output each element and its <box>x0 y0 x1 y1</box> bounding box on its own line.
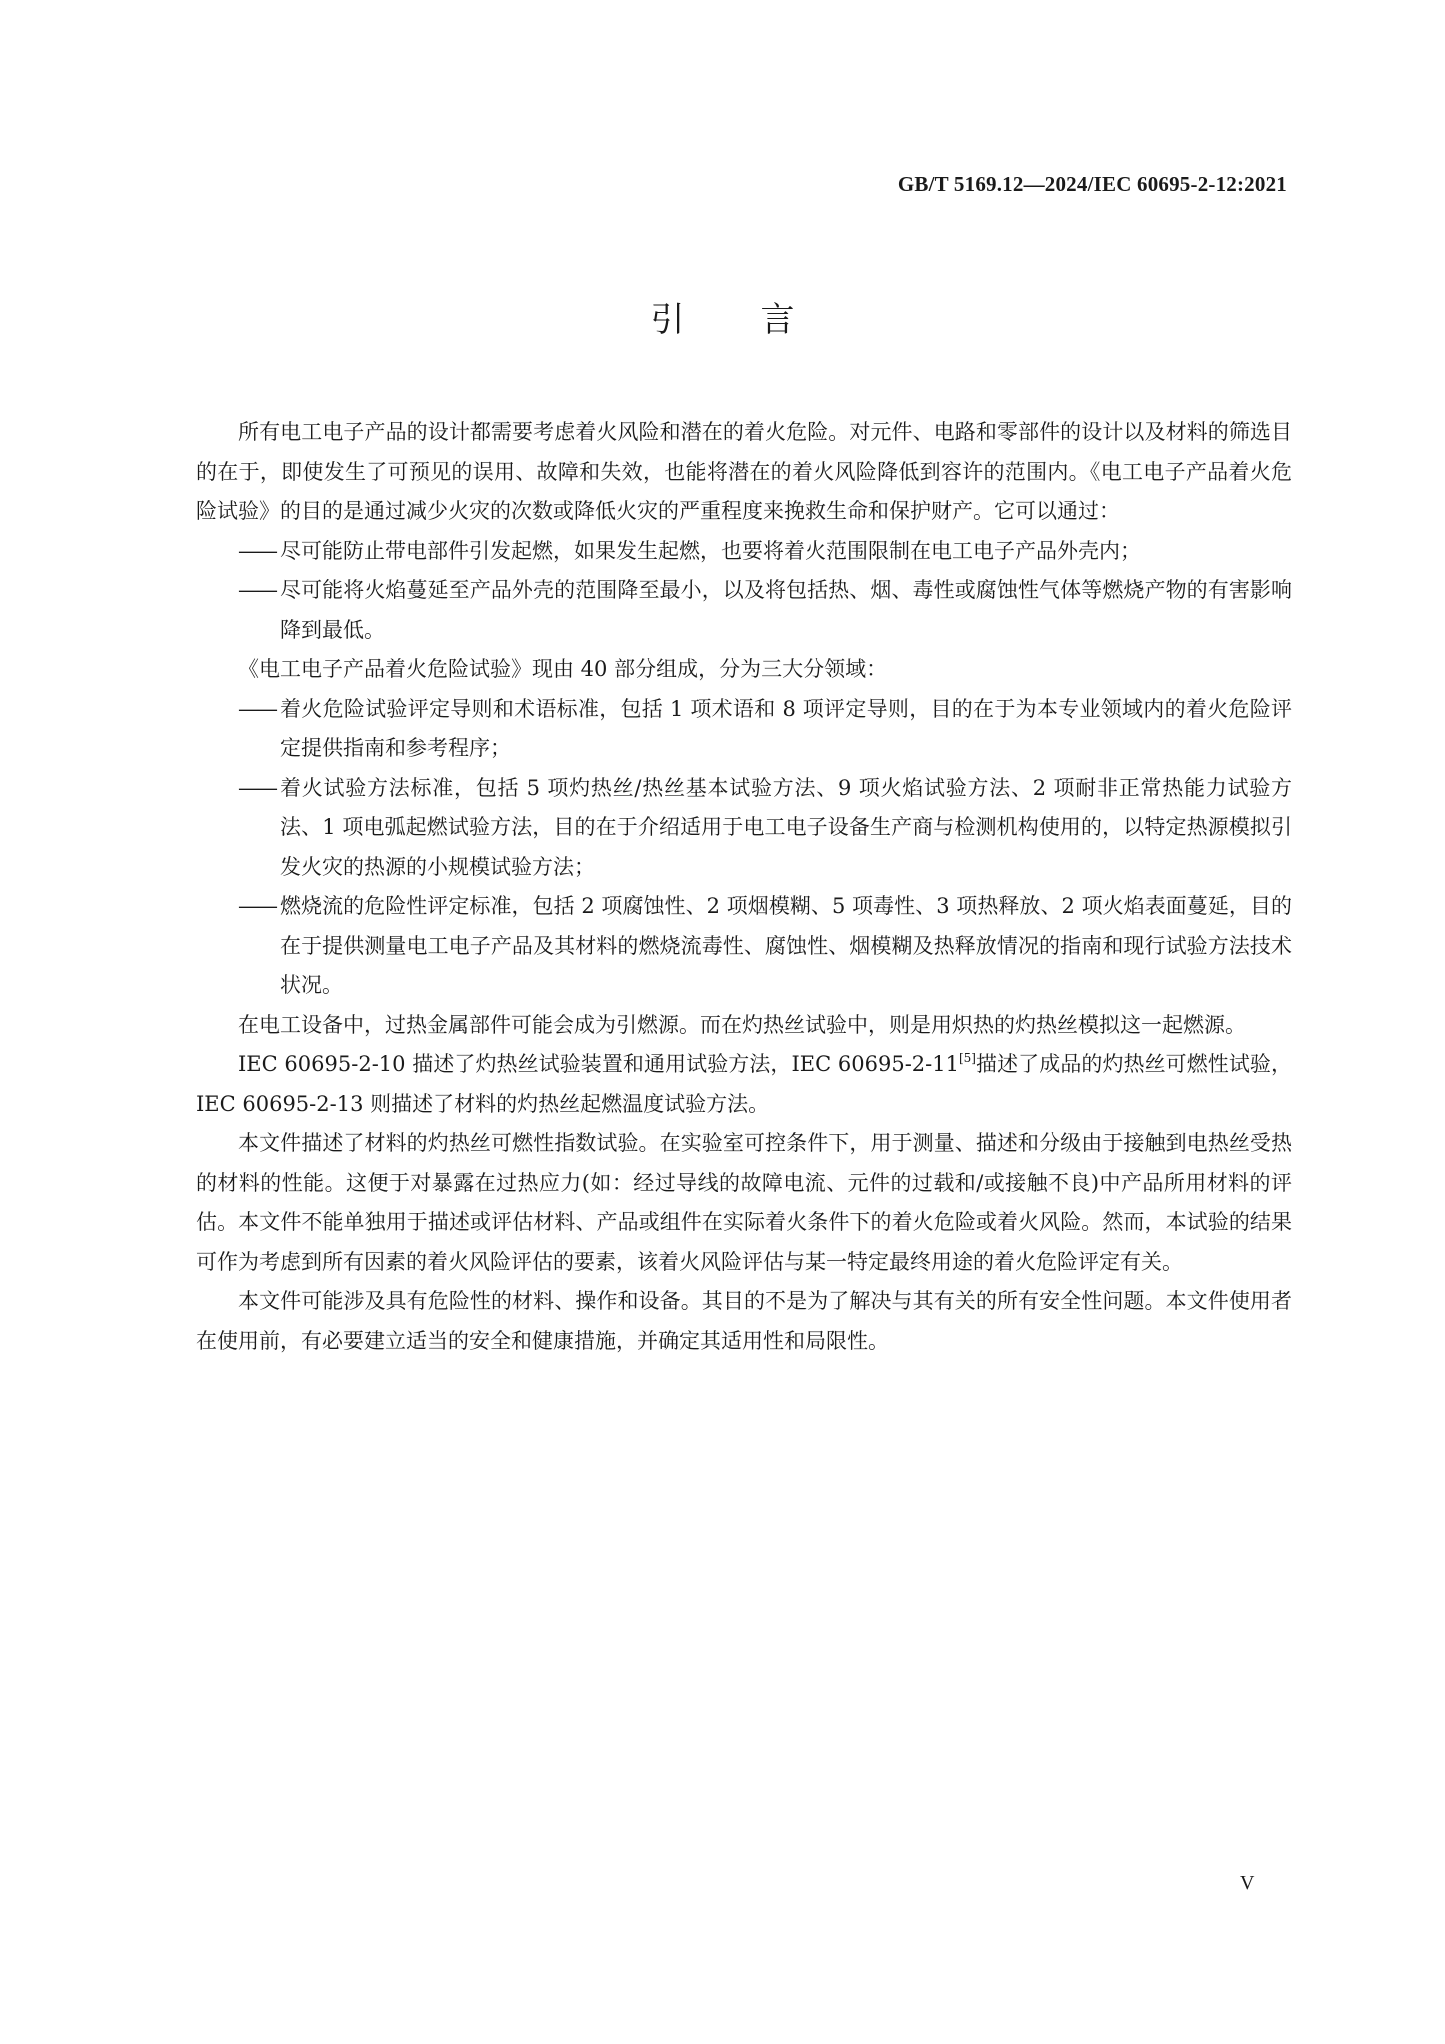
paragraph-6: 本文件可能涉及具有危险性的材料、操作和设备。其目的不是为了解决与其有关的所有安全性问题。本文件使用者在使用前，有必要建立适当的安全和健康措施，并确定其适用性和局限性。 <box>196 1289 1292 1353</box>
list-item-text: 尽可能防止带电部件引发起燃，如果发生起燃，也要将着火范围限制在电工电子产品外壳内； <box>280 538 1141 563</box>
page-title: 引言 <box>650 300 871 340</box>
introduction-body <box>196 413 1292 1361</box>
paragraph-5: 本文件描述了材料的灼热丝可燃性指数试验。在实验室可控条件下，用于测量、描述和分级由于接触到电热丝受热的材料的性能。这便于对暴露在过热应力(如：经过导线的故障电流、元件的过载和/或接触不良)中产品所用材料的评估。本文件不能单独用于描述或评估材料、产品或组件在实际着火条件下的着火危险或着火风险。然而，本试验的结果可作为考虑到所有因素的着火风险评估的要素，该着火风险评估与某一特定最终用途的着火危险评定有关。 <box>196 1131 1292 1274</box>
dash-marker: —— <box>238 894 276 918</box>
list-item-text: 尽可能将火焰蔓延至产品外壳的范围降至最小，以及将包括热、烟、毒性或腐蚀性气体等燃烧产物的有害影响降到最低。 <box>280 578 1292 642</box>
list-item <box>196 690 1292 769</box>
list-item-text: 燃烧流的危险性评定标准，包括 2 项腐蚀性、2 项烟模糊、5 项毒性、3 项热释放、2 项火焰表面蔓延，目的在于提供测量电工电子产品及其材料的燃烧流毒性、腐蚀性、烟模糊及热释放情况的指南和现行试验方法技术状况。 <box>280 894 1292 997</box>
paragraph-4 <box>196 1045 1292 1124</box>
dash-marker: —— <box>238 578 276 602</box>
dash-marker: —— <box>238 696 276 721</box>
reference-marker: [5] <box>958 1051 976 1065</box>
dash-marker: —— <box>238 775 276 800</box>
list-item-text: 着火试验方法标准，包括 5 项灼热丝/热丝基本试验方法、9 项火焰试验方法、2 项耐非正常热能力试验方法、1 项电弧起燃试验方法，目的在于介绍适用于电工电子设备生产商与检测机构使用的，以特定热源模拟引发火灾的热源的小规模试验方法； <box>280 775 1292 879</box>
paragraph-2: 《电工电子产品着火危险试验》现由 40 部分组成，分为三大分领域： <box>238 657 888 681</box>
paragraph-4-part-a: IEC 60695-2-10 描述了灼热丝试验装置和通用试验方法，IEC 60695-2-11 <box>238 1052 959 1076</box>
paragraph-3: 在电工设备中，过热金属部件可能会成为引燃源。而在灼热丝试验中，则是用炽热的灼热丝模拟这一起燃源。 <box>238 1012 1246 1037</box>
list-item-text: 着火危险试验评定导则和术语标准，包括 1 项术语和 8 项评定导则，目的在于为本专业领域内的着火危险评定提供指南和参考程序； <box>280 696 1292 760</box>
paragraph-4-part-b: 描述了成品的灼热丝可燃性试验，IEC 60695-2-13 则描述了材料的灼热丝起燃温度试验方法。 <box>196 1052 1292 1116</box>
standard-code-header: GB/T 5169.12—2024/IEC 60695-2-12:2021 <box>897 172 1287 196</box>
page-number: V <box>1240 1872 1255 1894</box>
list-item <box>196 887 1292 1006</box>
list-item <box>196 769 1292 888</box>
paragraph-1: 所有电工电子产品的设计都需要考虑着火风险和潜在的着火危险。对元件、电路和零部件的设计以及材料的筛选目的在于，即使发生了可预见的误用、故障和失效，也能将潜在的着火风险降低到容许的范围内。《电工电子产品着火危险试验》的目的是通过减少火灾的次数或降低火灾的严重程度来挽救生命和保护财产。它可以通过： <box>196 420 1292 523</box>
list-item <box>196 532 1292 572</box>
dash-marker: —— <box>238 538 276 563</box>
list-item <box>196 571 1292 650</box>
